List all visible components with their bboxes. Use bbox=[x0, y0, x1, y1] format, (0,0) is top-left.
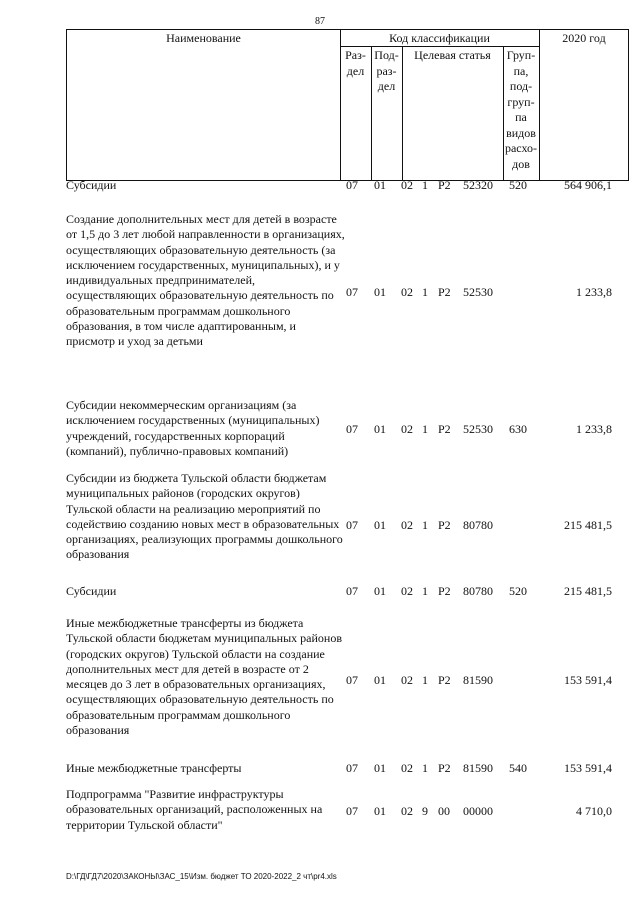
row-group: 540 bbox=[509, 761, 527, 775]
row-target-4: 52320 bbox=[463, 178, 493, 192]
header-razdel: Раз- дел bbox=[345, 48, 366, 78]
row-group: 520 bbox=[509, 584, 527, 598]
row-podrazdel: 01 bbox=[374, 584, 386, 598]
header-year: 2020 год bbox=[562, 31, 606, 45]
page-number: 87 bbox=[315, 16, 325, 27]
row-target-2: 9 bbox=[422, 804, 428, 818]
table-header bbox=[66, 29, 629, 181]
header-divider bbox=[402, 46, 403, 180]
row-target-1: 02 bbox=[401, 584, 413, 598]
row-target-4: 81590 bbox=[463, 761, 493, 775]
row-target-3: Р2 bbox=[438, 584, 451, 598]
row-target-2: 1 bbox=[422, 285, 428, 299]
row-target-2: 1 bbox=[422, 761, 428, 775]
file-path-footer: D:\ГД\ГД7\2020\ЗАКОНЫ\ЗАС_15\Изм. бюджет ТО 2020-2022_2 чт\pr4.xls bbox=[66, 872, 337, 881]
row-razdel: 07 bbox=[346, 518, 358, 532]
row-target-4: 80780 bbox=[463, 518, 493, 532]
row-target-1: 02 bbox=[401, 804, 413, 818]
row-sum: 4 710,0 bbox=[576, 804, 612, 818]
row-name: Подпрограмма "Развитие инфраструктуры образовательных организаций, расположенных на территории Тульской области" bbox=[66, 787, 323, 832]
row-podrazdel: 01 bbox=[374, 804, 386, 818]
row-name: Субсидии bbox=[66, 584, 117, 598]
row-target-2: 1 bbox=[422, 518, 428, 532]
row-target-3: Р2 bbox=[438, 518, 451, 532]
row-razdel: 07 bbox=[346, 422, 358, 436]
row-target-2: 1 bbox=[422, 584, 428, 598]
row-name: Создание дополнительных мест для детей в возрасте от 1,5 до 3 лет любой направленности в организациях, осуществляющих образовательную деятельность (за исключением государственных, муниципальных), и у индивидуальных предпринимателей, осуществляющих образовательную деятельность по образовательным программам дошкольного образования, в том числе адаптированным, и присмотр и уход за детьми bbox=[66, 212, 345, 349]
row-target-3: 00 bbox=[438, 804, 450, 818]
row-razdel: 07 bbox=[346, 804, 358, 818]
row-target-2: 1 bbox=[422, 673, 428, 687]
header-code: Код классификации bbox=[389, 31, 490, 45]
row-target-1: 02 bbox=[401, 178, 413, 192]
header-name: Наименование bbox=[166, 31, 241, 45]
row-name: Субсидии некоммерческим организациям (за исключением государственных (муниципальных) учреждений, государственных корпораций (компаний), публично-правовых компаний) bbox=[66, 398, 320, 458]
row-target-1: 02 bbox=[401, 518, 413, 532]
row-target-3: Р2 bbox=[438, 178, 451, 192]
row-group: 520 bbox=[509, 178, 527, 192]
row-sum: 1 233,8 bbox=[576, 422, 612, 436]
row-target-4: 00000 bbox=[463, 804, 493, 818]
row-podrazdel: 01 bbox=[374, 285, 386, 299]
header-group: Груп- па, под- груп- па видов расхо- дов bbox=[504, 48, 538, 171]
row-razdel: 07 bbox=[346, 673, 358, 687]
row-sum: 153 591,4 bbox=[564, 761, 612, 775]
row-razdel: 07 bbox=[346, 584, 358, 598]
header-podrazdel: Под- раз- дел bbox=[374, 48, 399, 93]
row-name: Субсидии bbox=[66, 178, 117, 192]
row-target-3: Р2 bbox=[438, 285, 451, 299]
row-target-3: Р2 bbox=[438, 673, 451, 687]
row-group: 630 bbox=[509, 422, 527, 436]
row-razdel: 07 bbox=[346, 761, 358, 775]
row-target-1: 02 bbox=[401, 285, 413, 299]
row-target-3: Р2 bbox=[438, 422, 451, 436]
row-target-4: 80780 bbox=[463, 584, 493, 598]
row-target-4: 52530 bbox=[463, 285, 493, 299]
row-sum: 564 906,1 bbox=[564, 178, 612, 192]
row-podrazdel: 01 bbox=[374, 518, 386, 532]
row-sum: 215 481,5 bbox=[564, 518, 612, 532]
row-name: Иные межбюджетные трансферты bbox=[66, 761, 242, 775]
row-sum: 153 591,4 bbox=[564, 673, 612, 687]
row-target-3: Р2 bbox=[438, 761, 451, 775]
row-podrazdel: 01 bbox=[374, 673, 386, 687]
row-podrazdel: 01 bbox=[374, 178, 386, 192]
row-name: Субсидии из бюджета Тульской области бюджетам муниципальных районов (городских округов) Тульской области на реализацию мероприятий по содействию созданию новых мест в образовательных организациях, реализующих программы дошкольного образования bbox=[66, 471, 343, 562]
row-razdel: 07 bbox=[346, 178, 358, 192]
row-sum: 215 481,5 bbox=[564, 584, 612, 598]
row-target-4: 81590 bbox=[463, 673, 493, 687]
row-sum: 1 233,8 bbox=[576, 285, 612, 299]
header-divider bbox=[539, 30, 540, 180]
row-target-1: 02 bbox=[401, 761, 413, 775]
row-target-1: 02 bbox=[401, 422, 413, 436]
row-target-4: 52530 bbox=[463, 422, 493, 436]
row-name: Иные межбюджетные трансферты из бюджета Тульской области бюджетам муниципальных районов (городских округов) Тульской области на создание дополнительных мест для детей в возрасте от 2 месяцев до 3 лет в образовательных организациях, осуществляющих образовательную деятельность по образовательным программам дошкольного образования bbox=[66, 616, 342, 738]
row-razdel: 07 bbox=[346, 285, 358, 299]
header-target: Целевая статья bbox=[414, 48, 491, 62]
row-podrazdel: 01 bbox=[374, 761, 386, 775]
row-podrazdel: 01 bbox=[374, 422, 386, 436]
row-target-1: 02 bbox=[401, 673, 413, 687]
row-target-2: 1 bbox=[422, 422, 428, 436]
row-target-2: 1 bbox=[422, 178, 428, 192]
